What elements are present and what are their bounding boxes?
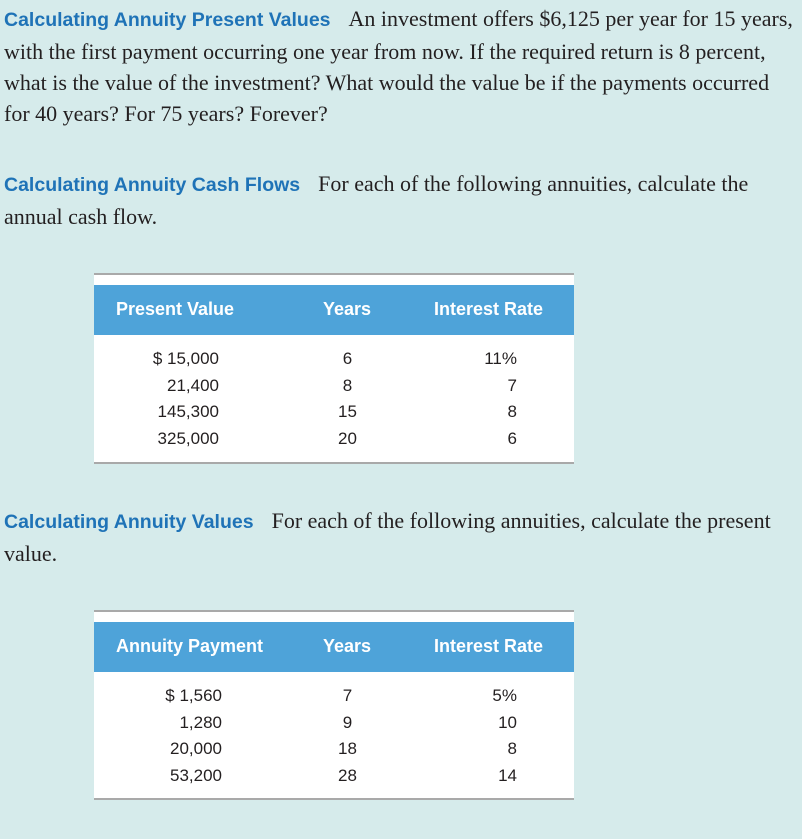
header-interest-rate: Interest Rate <box>434 299 544 319</box>
table-cell: 8 <box>342 375 353 395</box>
table-cell: $ 1,560 <box>165 686 222 705</box>
column-years <box>290 346 405 452</box>
table-cell: 6 <box>507 428 517 448</box>
table-cell: 21,400 <box>167 375 219 395</box>
table-cell: 8 <box>507 739 517 758</box>
table-cell: 20,000 <box>170 739 222 758</box>
annuity-values-table <box>94 610 574 800</box>
table-cell: 18 <box>338 739 357 758</box>
table-cell: 53,200 <box>170 765 222 785</box>
column-present-value <box>153 346 219 452</box>
problem-heading: Calculating Annuity Values <box>4 511 254 533</box>
table-cell: 14 <box>498 765 517 785</box>
header-present-value: Present Value <box>116 299 235 319</box>
column-interest-rate <box>484 346 517 452</box>
table-cell: 6 <box>342 349 353 368</box>
problem-annuity-present-values <box>4 3 796 129</box>
problem-annuity-cash-flows <box>4 168 796 232</box>
table-cell: 28 <box>338 765 357 785</box>
problem-text: An investment offers $6,125 per year for 15 years, with the first payment occurring one year from now. If the required return is 8 percent, what is the value of the investment? What would the value be if the payments occurred for 40 years? For 75 years? Forever? <box>4 6 793 126</box>
header-interest-rate: Interest Rate <box>434 636 544 656</box>
table-cell: 10 <box>498 712 517 732</box>
table-header-row <box>94 622 574 672</box>
problem-heading: Calculating Annuity Cash Flows <box>4 174 301 196</box>
table-cell: 11% <box>484 349 517 368</box>
header-annuity-payment: Annuity Payment <box>116 636 264 656</box>
table-cell: $ 15,000 <box>152 349 219 368</box>
table-cell: 20 <box>338 428 357 448</box>
column-years <box>290 683 405 789</box>
table-cell: 325,000 <box>157 428 219 448</box>
table-cell: 1,280 <box>179 712 222 732</box>
problem-annuity-values <box>4 505 796 569</box>
table-cell: 15 <box>338 402 357 421</box>
column-interest-rate <box>492 683 517 789</box>
column-annuity-payment <box>165 683 222 789</box>
cash-flows-table <box>94 273 574 464</box>
table-cell: 7 <box>342 686 353 705</box>
header-years: Years <box>323 636 372 656</box>
table-cell: 145,300 <box>157 402 219 421</box>
problem-text: For each of the following annuities, calculate the present value. <box>4 508 771 566</box>
table-cell: 9 <box>342 712 353 732</box>
table-cell: 8 <box>507 402 517 421</box>
table-cell: 5% <box>492 686 517 705</box>
problem-text: For each of the following annuities, calculate the annual cash flow. <box>4 171 749 229</box>
problem-heading: Calculating Annuity Present Values <box>4 9 331 31</box>
table-cell: 7 <box>507 375 517 395</box>
table-header-row <box>94 285 574 335</box>
header-years: Years <box>323 299 372 319</box>
